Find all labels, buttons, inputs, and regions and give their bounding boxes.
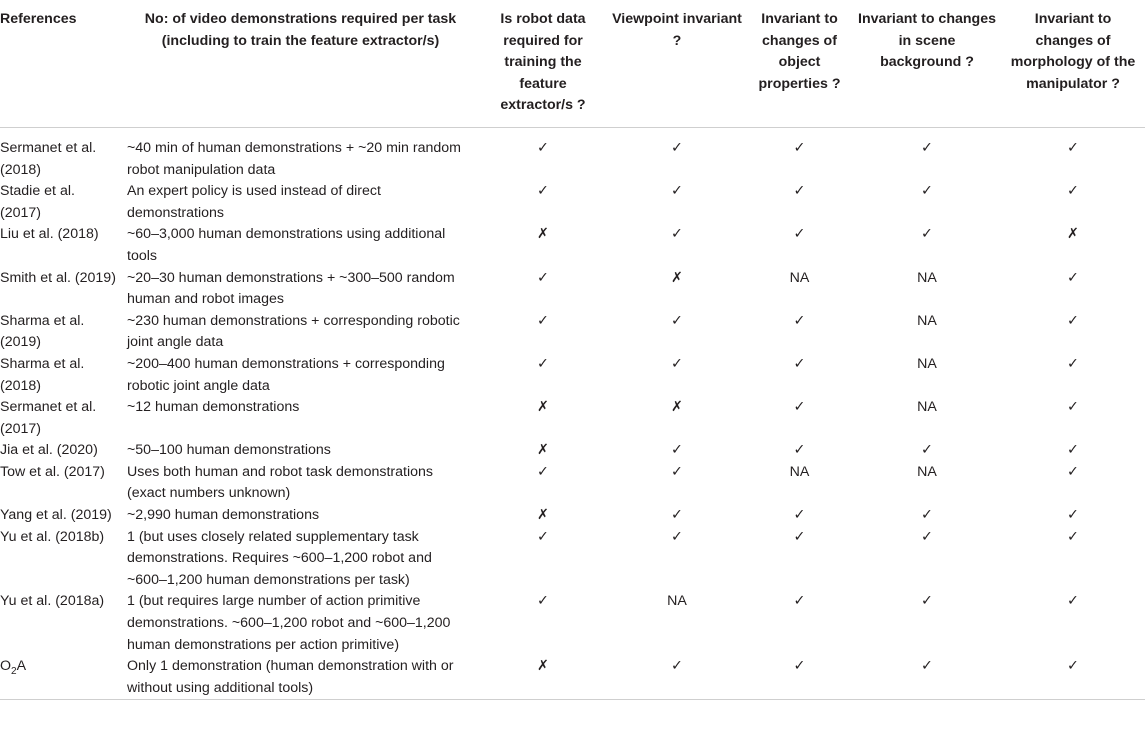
- reference-subscript: 2: [11, 666, 17, 678]
- reference-cell: Sharma et al. (2018): [0, 355, 85, 394]
- reference-cell: Liu et al. (2018): [0, 226, 99, 243]
- reference-cell: [0, 656, 123, 700]
- reference-cell: Smith et al. (2019): [0, 269, 116, 286]
- table-row: [0, 527, 1145, 592]
- viewpoint-cell: ✓: [671, 658, 683, 675]
- demonstrations-cell: Uses both human and robot task demonstrations (exact numbers unknown): [127, 463, 433, 502]
- robot-data-cell: ✗: [537, 399, 549, 416]
- viewpoint-cell: ✓: [671, 463, 683, 480]
- morphology-cell: ✗: [1067, 226, 1079, 243]
- demonstrations-cell: ~2,990 human demonstrations: [127, 507, 320, 524]
- demonstrations-cell: ~20–30 human demonstrations + ~300–500 random human and robot images: [127, 269, 455, 308]
- morphology-cell: ✓: [1067, 399, 1079, 416]
- scene-background-cell: ✓: [921, 139, 933, 156]
- reference-main: O: [0, 658, 12, 675]
- header-row: [0, 0, 1145, 127]
- robot-data-cell: ✓: [537, 269, 549, 286]
- object-properties-cell: ✓: [793, 226, 806, 243]
- scene-background-cell: ✓: [921, 658, 933, 675]
- object-properties-cell: ✓: [793, 399, 806, 416]
- viewpoint-cell: ✓: [671, 355, 683, 372]
- viewpoint-cell: ✓: [671, 442, 683, 459]
- robot-data-cell: ✓: [537, 593, 549, 610]
- scene-background-cell: ✓: [921, 442, 933, 459]
- morphology-cell: ✓: [1067, 312, 1079, 329]
- object-properties-cell: ✓: [793, 312, 806, 329]
- demonstrations-cell: ~12 human demonstrations: [127, 399, 300, 416]
- robot-data-cell: ✓: [537, 355, 549, 372]
- scene-background-cell: ✓: [921, 183, 933, 200]
- robot-data-cell: ✓: [537, 183, 549, 200]
- object-properties-cell: NA: [789, 463, 810, 480]
- scene-background-cell: NA: [917, 269, 937, 286]
- reference-cell: Yang et al. (2019): [0, 507, 112, 524]
- table-row: [0, 591, 1145, 656]
- reference-cell: Yu et al. (2018a): [0, 593, 105, 610]
- object-properties-cell: NA: [789, 269, 810, 286]
- robot-data-cell: ✓: [537, 139, 549, 156]
- table-row: [0, 440, 1145, 462]
- header-scene-background: Invariant to changes in scene background ?: [858, 11, 996, 71]
- table-row: [0, 181, 1145, 224]
- scene-background-cell: NA: [917, 312, 937, 329]
- scene-background-cell: ✓: [921, 528, 933, 545]
- robot-data-cell: ✗: [537, 507, 549, 524]
- reference-cell: Jia et al. (2020): [0, 442, 98, 459]
- table-row: [0, 505, 1145, 527]
- demonstrations-cell: ~40 min of human demonstrations + ~20 min random robot manipulation data: [127, 139, 461, 178]
- morphology-cell: ✓: [1067, 183, 1079, 200]
- demonstrations-cell: ~200–400 human demonstrations + corresponding robotic joint angle data: [127, 355, 445, 394]
- reference-tail: A: [16, 658, 27, 675]
- table-row: [0, 462, 1145, 505]
- morphology-cell: ✓: [1067, 355, 1079, 372]
- reference-cell: Stadie et al. (2017): [0, 183, 75, 221]
- header-demonstrations: No: of video demonstrations required per task (including to train the feature extractor/s): [144, 11, 457, 49]
- object-properties-cell: ✓: [793, 507, 806, 524]
- object-properties-cell: ✓: [793, 593, 806, 610]
- viewpoint-cell: ✓: [671, 507, 683, 524]
- morphology-cell: ✓: [1067, 463, 1079, 480]
- demonstrations-cell: ~60–3,000 human demonstrations using additional tools: [127, 226, 446, 264]
- object-properties-cell: ✓: [793, 442, 806, 459]
- robot-data-cell: ✓: [537, 312, 549, 329]
- header-robot-data: Is robot data required for training the feature extractor/s ?: [500, 11, 586, 114]
- robot-data-cell: ✓: [537, 463, 549, 480]
- morphology-cell: ✓: [1067, 269, 1079, 286]
- viewpoint-cell: ✗: [671, 269, 683, 286]
- viewpoint-cell: ✓: [671, 183, 683, 200]
- viewpoint-cell: ✓: [671, 312, 683, 329]
- scene-background-cell: NA: [917, 463, 937, 480]
- robot-data-cell: ✗: [537, 442, 549, 459]
- reference-cell: Sermanet et al. (2018): [0, 139, 97, 178]
- robot-data-cell: ✗: [537, 226, 549, 243]
- morphology-cell: ✓: [1067, 528, 1079, 545]
- morphology-cell: ✓: [1067, 139, 1079, 156]
- table-row: [0, 127, 1145, 181]
- scene-background-cell: ✓: [921, 226, 933, 243]
- demonstrations-cell: ~230 human demonstrations + corresponding robotic joint angle data: [127, 312, 460, 351]
- table-row: [0, 397, 1145, 440]
- viewpoint-cell: ✓: [671, 139, 683, 156]
- demonstrations-cell: An expert policy is used instead of direct demonstrations: [127, 183, 381, 221]
- viewpoint-cell: NA: [667, 593, 687, 610]
- table-row: [0, 656, 1145, 700]
- morphology-cell: ✓: [1067, 593, 1079, 610]
- reference-cell: Tow et al. (2017): [0, 463, 105, 480]
- demonstrations-cell: Only 1 demonstration (human demonstration with or without using additional tools): [127, 658, 454, 696]
- table-row: [0, 224, 1145, 267]
- morphology-cell: ✓: [1067, 658, 1079, 675]
- morphology-cell: ✓: [1067, 442, 1079, 459]
- demonstrations-cell: ~50–100 human demonstrations: [127, 442, 331, 459]
- reference-cell: Sharma et al. (2019): [0, 312, 85, 351]
- table-header: [0, 0, 1145, 127]
- header-viewpoint: Viewpoint invariant ?: [612, 11, 742, 49]
- object-properties-cell: ✓: [793, 139, 806, 156]
- scene-background-cell: NA: [917, 399, 937, 416]
- table-body: [0, 127, 1145, 699]
- object-properties-cell: ✓: [793, 528, 806, 545]
- reference-cell: Sermanet et al. (2017): [0, 399, 97, 437]
- robot-data-cell: ✗: [537, 658, 549, 675]
- table-row: [0, 268, 1145, 311]
- demonstrations-cell: 1 (but uses closely related supplementary task demonstrations. Requires ~600–1,200 robot and ~600–1,200 human demonstrations per task): [127, 528, 432, 588]
- table-row: [0, 354, 1145, 397]
- table-row: [0, 311, 1145, 354]
- scene-background-cell: ✓: [921, 593, 933, 610]
- header-object-properties: Invariant to changes of object properties ?: [758, 11, 841, 92]
- viewpoint-cell: ✓: [671, 528, 683, 545]
- scene-background-cell: ✓: [921, 507, 933, 524]
- robot-data-cell: ✓: [537, 528, 549, 545]
- reference-cell: Yu et al. (2018b): [0, 528, 105, 545]
- object-properties-cell: ✓: [793, 355, 806, 372]
- viewpoint-cell: ✓: [671, 226, 683, 243]
- scene-background-cell: NA: [917, 355, 937, 372]
- morphology-cell: ✓: [1067, 507, 1079, 524]
- object-properties-cell: ✓: [793, 658, 806, 675]
- object-properties-cell: ✓: [793, 183, 806, 200]
- header-morphology: Invariant to changes of morphology of the manipulator ?: [1010, 11, 1136, 92]
- demonstrations-cell: 1 (but requires large number of action primitive demonstrations. ~600–1,200 robot and ~600–1,200 human demonstrations per action primitive): [127, 593, 451, 653]
- viewpoint-cell: ✗: [671, 399, 683, 416]
- header-references: References: [0, 11, 77, 27]
